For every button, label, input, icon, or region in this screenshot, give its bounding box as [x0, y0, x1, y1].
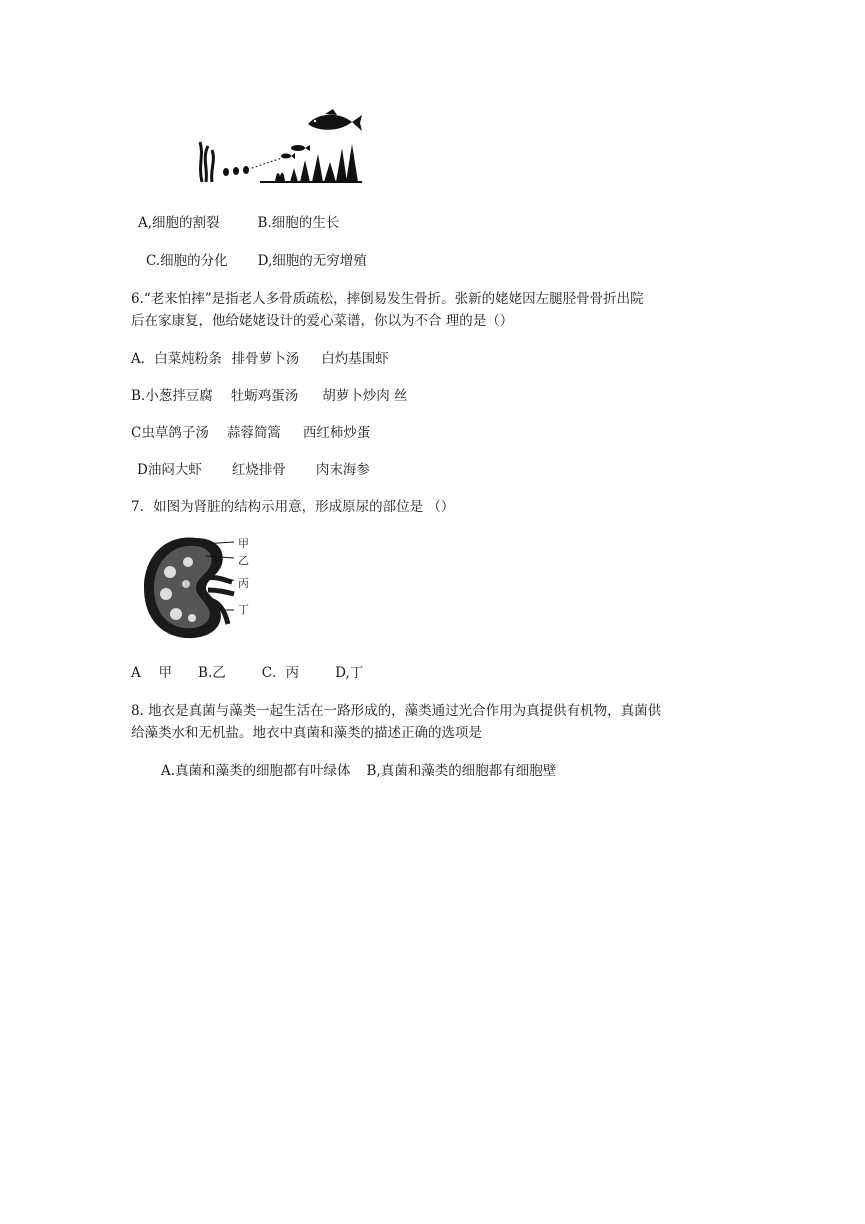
q5-option-a: A,细胞的割裂: [138, 215, 220, 231]
q8-stem-line-2: 给藻类水和无机盐。地衣中真菌和藻类的描述正确的选项是: [131, 725, 482, 741]
q7-option-b: B.乙: [198, 665, 226, 681]
kidney-label-yi: 乙: [238, 554, 249, 567]
q6-option-b-item-2: 牡蛎鸡蛋汤: [230, 388, 299, 404]
q7-option-c: C．丙: [261, 665, 300, 681]
q6-option-b: B.小葱拌豆腐: [131, 388, 213, 404]
q6-option-d: D油闷大虾: [137, 462, 202, 478]
kidney-label-jia: 甲: [238, 537, 249, 550]
kidney-label-bing: 丙: [238, 577, 249, 590]
q5-option-b: B.细胞的生长: [257, 215, 340, 231]
q6-option-c-item-2: 蒜蓉简篙: [226, 425, 281, 441]
q6-option-b-item-3: 胡萝卜炒肉 丝: [322, 388, 408, 404]
q6-stem-line-2: 后在家康复，他给姥姥设计的爱心菜谱，你以为不合 理的是（）: [131, 313, 514, 329]
q7-stem: 7．如图为肾脏的结构示用意，形成原尿的部位是 （）: [131, 499, 455, 515]
q6-option-a: A．白菜炖粉条: [131, 351, 222, 367]
kidney-label-ding: 丁: [238, 603, 249, 616]
q8-option-a: A.真菌和藻类的细胞都有叶绿体: [161, 763, 351, 779]
q8-stem-line-1: 8. 地衣是真菌与藻类一起生活在一路形成的，藻类通过光合作用为真提供有机物，真菌供: [131, 703, 662, 719]
q6-option-a-item-3: 白灼基围虾: [321, 351, 389, 367]
q6-option-c-item-3: 西红柿炒蛋: [302, 425, 371, 441]
q6-option-c: C虫草鸽子汤: [131, 425, 209, 441]
q7-option-d: D,丁: [335, 665, 364, 681]
q6-option-a-item-2: 排骨萝卜汤: [231, 351, 300, 367]
q6-option-d-item-3: 肉末海参: [315, 462, 370, 478]
q8-option-b: B,真菌和藻类的细胞都有细胞壁: [366, 763, 557, 779]
fish-development-figure: [190, 110, 365, 190]
q7-option-a: A 甲: [131, 665, 173, 681]
q6-option-d-item-2: 红烧排骨: [231, 462, 286, 478]
q5-option-c: C.细胞的分化: [146, 253, 228, 269]
q6-stem-line-1: 6.“老来怕摔”是指老人多骨质疏松，摔倒易发生骨折。张新的姥姥因左腿胫骨骨折出院: [131, 291, 644, 307]
q5-option-d: D,细胞的无穷增殖: [257, 253, 367, 269]
